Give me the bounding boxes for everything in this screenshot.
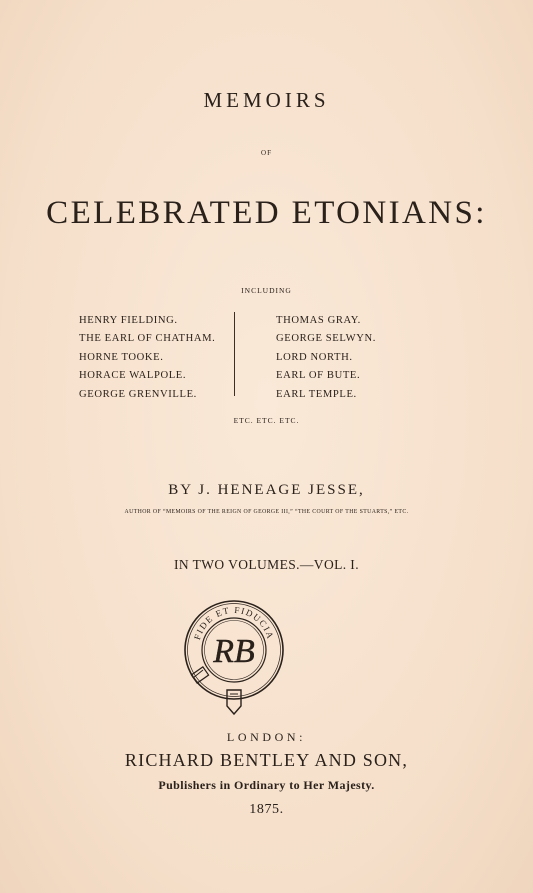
publisher-name: RICHARD BENTLEY AND SON, [124,750,409,770]
subject-item: THE EARL OF CHATHAM. [79,333,216,345]
main-title: CELEBRATED ETONIANS: [46,195,487,231]
author-line: BY J. HENEAGE JESSE, [168,482,365,498]
subject-item: HENRY FIELDING. [79,315,178,326]
subjects-left-column [79,312,215,404]
subject-item: THOMAS GRAY. [276,315,361,326]
book-title: MEMOIRS [203,88,330,112]
subject-item: LORD NORTH. [276,351,353,363]
subject-item: HORNE TOOKE. [79,351,164,363]
column-divider [234,312,235,396]
publication-city: LONDON: [226,730,307,744]
publisher-role: Publishers in Ordinary to Her Majesty. [158,778,375,792]
etc-line: ETC. ETC. ETC. [233,416,300,425]
including-label: INCLUDING [241,286,292,295]
subjects-right-column [276,312,376,404]
emblem-monogram: RB [213,633,255,670]
subject-item: EARL OF BUTE. [276,370,361,382]
subject-item: HORACE WALPOLE. [79,370,187,382]
subject-item: GEORGE SELWYN. [276,333,377,345]
publication-year: 1875. [249,802,284,817]
volume-line: IN TWO VOLUMES.—VOL. I. [174,557,359,572]
title-connector: OF [261,149,272,157]
subject-item: GEORGE GRENVILLE. [79,388,197,400]
author-credits: AUTHOR OF “MEMOIRS OF THE REIGN OF GEORGE III,” “THE COURT OF THE STUARTS,” ETC. [124,509,409,515]
subject-item: EARL TEMPLE. [276,388,357,400]
emblem-motto: FIDE ET FIDUCIA [192,604,276,641]
garter-monogram-icon [181,598,287,716]
